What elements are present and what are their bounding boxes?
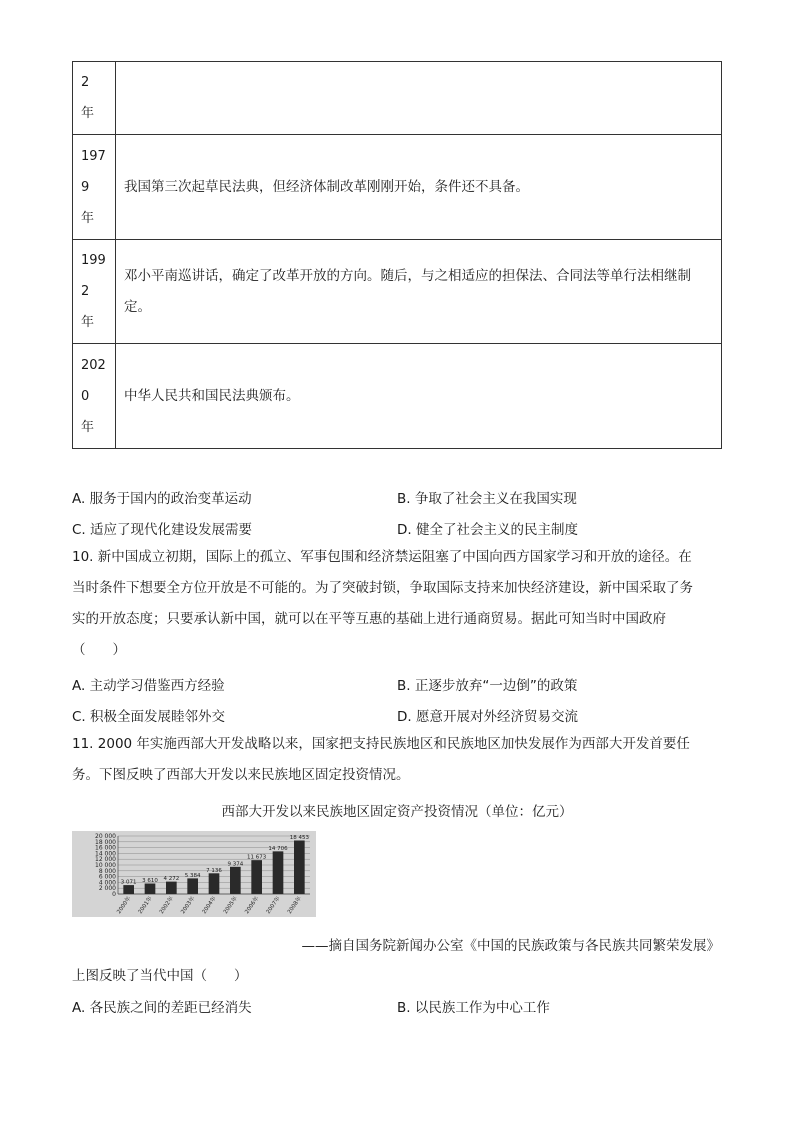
event-cell: 我国第三次起草民法典，但经济体制改革刚刚开始，条件还不具备。 — [116, 135, 722, 240]
y-tick-label: 12 000 — [95, 856, 116, 864]
event-cell: 中华人民共和国民法典颁布。 — [116, 344, 722, 449]
year-line: 年 — [81, 419, 95, 435]
x-tick-label: 2008年 — [286, 895, 303, 916]
y-tick-label: 4 000 — [98, 879, 116, 887]
q9-option-b[interactable]: B. 争取了社会主义在我国实现 — [397, 491, 577, 507]
year-cell — [73, 240, 116, 344]
x-tick-label: 2006年 — [244, 895, 261, 916]
event-cell — [116, 62, 722, 135]
y-tick-label: 0 — [112, 891, 116, 898]
q11-question: 上图反映了当代中国（ ） — [72, 968, 248, 984]
bar-2002年 — [166, 882, 177, 894]
event-cell: 邓小平南巡讲话，确定了改革开放的方向。随后，与之相适应的担保法、合同法等单行法相继制定。 — [116, 240, 722, 344]
y-tick-label: 18 000 — [95, 838, 116, 846]
value-label: 18 453 — [289, 834, 309, 841]
bar-2007年 — [273, 851, 284, 894]
x-tick-label: 2001年 — [137, 895, 154, 916]
stem-line: 务。下图反映了西部大开发以来民族地区固定投资情况。 — [72, 767, 410, 783]
q10-option-a[interactable]: A. 主动学习借鉴西方经验 — [72, 678, 225, 694]
year-line: 年 — [81, 210, 95, 226]
q9-option-d[interactable]: D. 健全了社会主义的民主制度 — [397, 522, 578, 538]
stem-line: 10. 新中国成立初期，国际上的孤立、军事包围和经济禁运阻塞了中国向西方国家学习和开放的途径。在 — [72, 549, 692, 565]
value-label: 5 384 — [184, 872, 201, 879]
x-tick-label: 2004年 — [201, 895, 218, 916]
y-tick-label: 10 000 — [95, 862, 116, 869]
value-label: 9 374 — [227, 861, 244, 868]
year-line: 202 — [81, 357, 106, 373]
y-tick-label: 20 000 — [95, 833, 116, 840]
value-label: 11 673 — [247, 854, 267, 861]
chart-title: 西部大开发以来民族地区固定资产投资情况（单位：亿元） — [221, 804, 573, 820]
year-line: 年 — [81, 315, 95, 330]
x-tick-label: 2005年 — [222, 895, 239, 916]
year-cell — [73, 62, 116, 135]
answer-blank: （ ） — [72, 642, 126, 658]
q10-option-d[interactable]: D. 愿意开展对外经济贸易交流 — [397, 709, 578, 725]
bar-2000年 — [123, 885, 134, 894]
q10-option-c[interactable]: C. 积极全面发展睦邻外交 — [72, 709, 226, 725]
x-tick-label: 2002年 — [158, 895, 175, 916]
bar-2005年 — [230, 867, 241, 894]
y-tick-label: 14 000 — [95, 850, 116, 858]
value-label: 3 610 — [142, 878, 158, 885]
year-line: 年 — [81, 106, 95, 121]
q10-option-b[interactable]: B. 正逐步放弃“一边倒”的政策 — [397, 678, 578, 694]
bar-2003年 — [187, 878, 198, 894]
investment-bar-chart — [72, 831, 316, 917]
year-line: 2 — [81, 75, 90, 90]
table-row — [73, 240, 722, 344]
table-row — [73, 62, 722, 135]
q9-option-a[interactable]: A. 服务于国内的政治变革运动 — [72, 491, 252, 507]
q9-option-c[interactable]: C. 适应了现代化建设发展需要 — [72, 522, 253, 538]
x-tick-label: 2007年 — [265, 895, 282, 916]
q11-option-a[interactable]: A. 各民族之间的差距已经消失 — [72, 1000, 252, 1016]
bar-2006年 — [251, 860, 262, 894]
table-row — [73, 135, 722, 240]
year-line: 197 — [81, 148, 106, 164]
year-line: 199 — [81, 253, 106, 268]
value-label: 7 136 — [206, 867, 222, 874]
year-line: 0 — [81, 388, 90, 404]
y-tick-label: 8 000 — [98, 867, 116, 875]
table-row — [73, 344, 722, 449]
x-tick-label: 2000年 — [116, 895, 133, 916]
y-tick-label: 2 000 — [98, 885, 116, 893]
bar-2004年 — [209, 873, 220, 894]
bar-2008年 — [294, 840, 305, 894]
year-line: 2 — [81, 284, 90, 299]
year-cell — [73, 135, 116, 240]
stem-line: 11. 2000 年实施西部大开发战略以来，国家把支持民族地区和民族地区加快发展作为西部大开发首要任 — [72, 736, 690, 752]
q10-stem — [72, 542, 724, 666]
x-tick-label: 2003年 — [180, 895, 197, 916]
stem-line: 实的开放态度；只要承认新中国，就可以在平等互惠的基础上进行通商贸易。据此可知当时中国政府 — [72, 611, 666, 627]
year-cell — [73, 344, 116, 449]
value-label: 4 272 — [163, 876, 180, 883]
bar-2001年 — [145, 884, 156, 894]
year-line: 9 — [81, 179, 90, 195]
law-history-table — [72, 61, 722, 449]
q11-stem — [72, 729, 724, 791]
y-tick-label: 16 000 — [95, 844, 116, 852]
chart-source: ——摘自国务院新闻办公室《中国的民族政策与各民族共同繁荣发展》 — [301, 938, 720, 954]
q11-option-b[interactable]: B. 以民族工作为中心工作 — [397, 1000, 550, 1016]
stem-line: 当时条件下想要全方位开放是不可能的。为了突破封锁，争取国际支持来加快经济建设，新中国采取了务 — [72, 580, 693, 596]
value-label: 3 071 — [120, 879, 137, 886]
y-tick-label: 6 000 — [98, 873, 116, 881]
value-label: 14 706 — [268, 845, 288, 852]
